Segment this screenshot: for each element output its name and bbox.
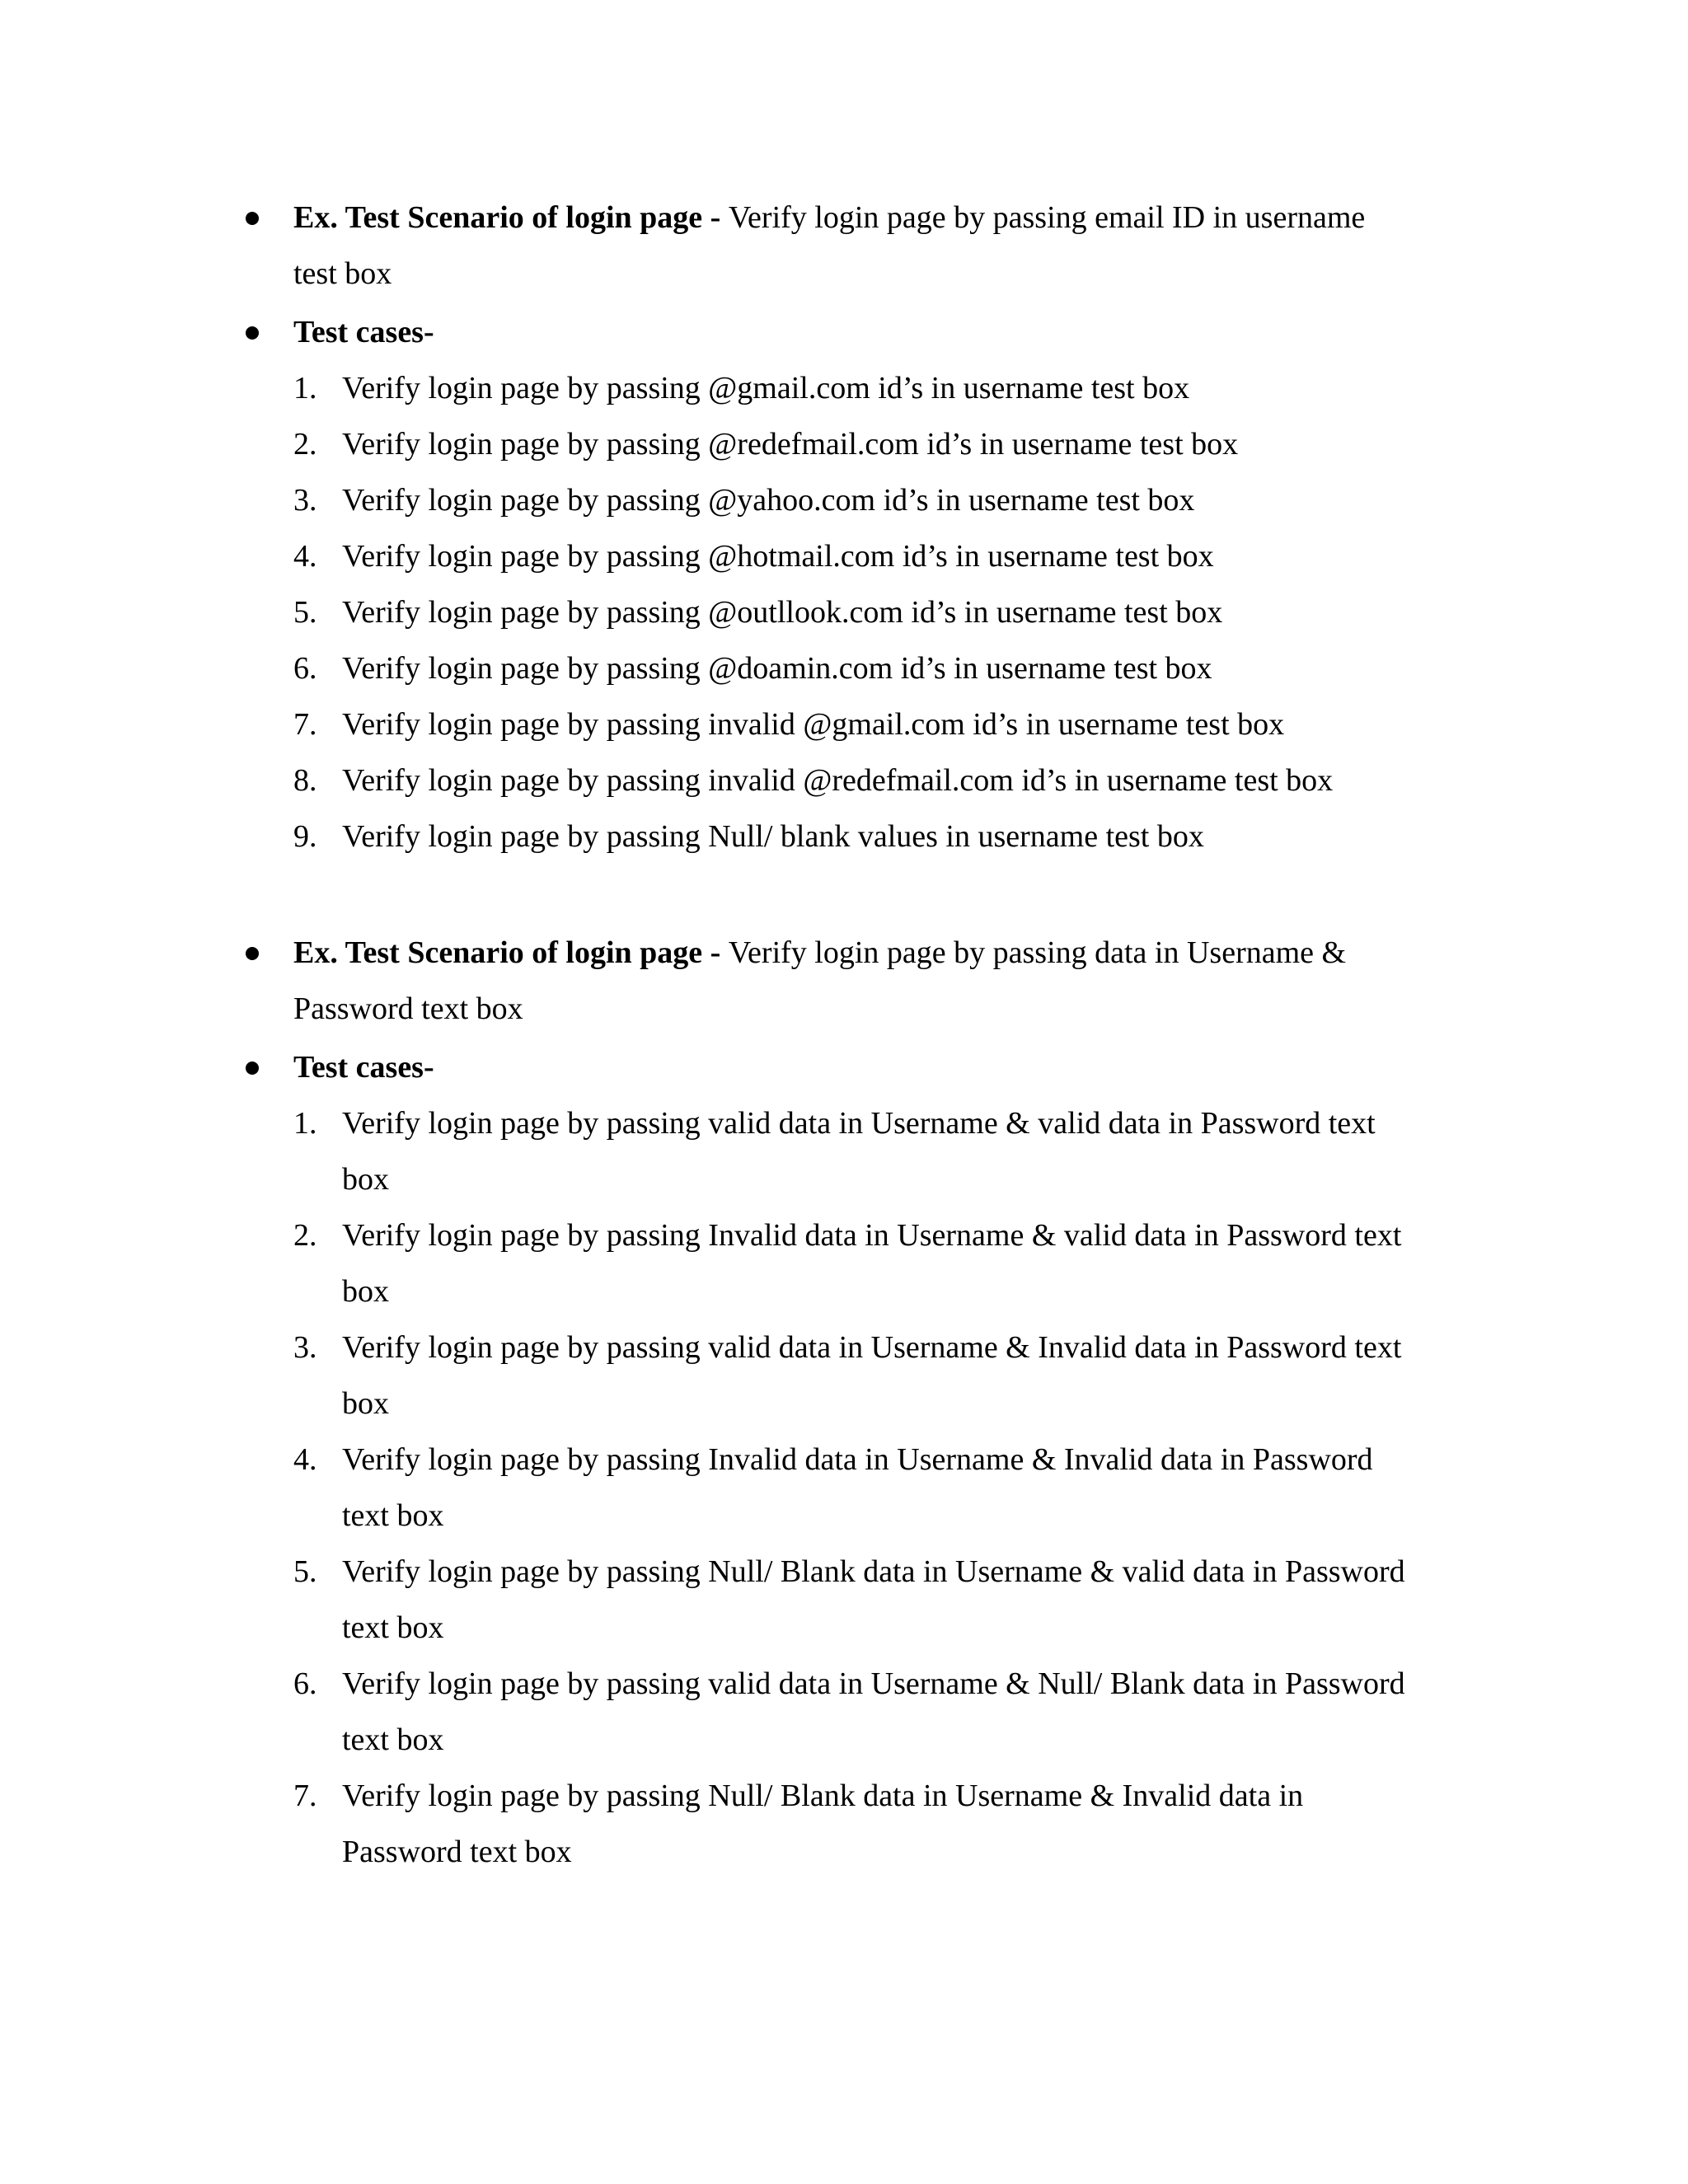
scenario-text: Verify login page by passing email ID in username (728, 200, 1366, 235)
bullet-icon (246, 326, 259, 340)
list-item-text: Verify login page by passing Null/ Blank data in Username & Invalid data in (342, 1779, 1304, 1813)
list-item-text: Verify login page by passing invalid @gmail.com id’s in username test box (342, 707, 1285, 742)
list-item-number: 7. (293, 707, 317, 742)
list-item-number: 3. (293, 483, 317, 518)
list-item-text: Verify login page by passing @doamin.com id’s in username test box (342, 651, 1212, 686)
scenario-label: Ex. Test Scenario of login page - (293, 935, 729, 970)
list-item-text: Verify login page by passing Null/ blank values in username test box (342, 819, 1204, 854)
list-item-text: Verify login page by passing invalid @redefmail.com id’s in username test box (342, 763, 1334, 798)
list-item-number: 4. (293, 1442, 317, 1477)
scenario-text-continued: test box (293, 256, 392, 291)
scenario-line (293, 934, 1346, 972)
list-item-text-continued: text box (342, 1610, 444, 1645)
list-item-text: Verify login page by passing @outllook.com id’s in username test box (342, 595, 1223, 630)
list-item-number: 6. (293, 1666, 317, 1701)
test-cases-label: Test cases- (293, 315, 434, 349)
list-item-number: 1. (293, 371, 317, 405)
list-item-text: Verify login page by passing Invalid data in Username & valid data in Password text (342, 1218, 1402, 1253)
list-item-number: 4. (293, 539, 317, 574)
bullet-icon (246, 947, 259, 960)
list-item-number: 1. (293, 1106, 317, 1141)
list-item-text: Verify login page by passing @redefmail.com id’s in username test box (342, 427, 1239, 462)
list-item-number: 6. (293, 651, 317, 686)
list-item-text-continued: Password text box (342, 1835, 572, 1869)
list-item-text: Verify login page by passing @hotmail.com id’s in username test box (342, 539, 1214, 574)
bullet-icon (246, 1062, 259, 1075)
list-item-number: 2. (293, 427, 317, 462)
list-item-text-continued: box (342, 1386, 389, 1421)
bullet-icon (246, 212, 259, 225)
list-item-text: Verify login page by passing @yahoo.com id’s in username test box (342, 483, 1195, 518)
list-item-number: 5. (293, 595, 317, 630)
list-item-text: Verify login page by passing Null/ Blank data in Username & valid data in Password (342, 1554, 1405, 1589)
list-item-text-continued: box (342, 1274, 389, 1309)
list-item-text: Verify login page by passing valid data in Username & Invalid data in Password text (342, 1330, 1402, 1365)
list-item-text: Verify login page by passing Invalid data in Username & Invalid data in Password (342, 1442, 1373, 1477)
list-item-number: 2. (293, 1218, 317, 1253)
scenario-line (293, 199, 1365, 237)
list-item-number: 8. (293, 763, 317, 798)
list-item-text: Verify login page by passing @gmail.com id’s in username test box (342, 371, 1190, 405)
list-item-number: 5. (293, 1554, 317, 1589)
list-item-text: Verify login page by passing valid data in Username & valid data in Password text (342, 1106, 1376, 1141)
scenario-text-continued: Password text box (293, 991, 523, 1026)
list-item-text: Verify login page by passing valid data in Username & Null/ Blank data in Password (342, 1666, 1405, 1701)
scenario-text: Verify login page by passing data in Username & (728, 935, 1347, 970)
list-item-number: 3. (293, 1330, 317, 1365)
list-item-text-continued: box (342, 1162, 389, 1197)
list-item-text-continued: text box (342, 1722, 444, 1757)
list-item-text-continued: text box (342, 1498, 444, 1533)
list-item-number: 7. (293, 1779, 317, 1813)
scenario-label: Ex. Test Scenario of login page - (293, 200, 729, 235)
list-item-number: 9. (293, 819, 317, 854)
test-cases-label: Test cases- (293, 1050, 434, 1085)
